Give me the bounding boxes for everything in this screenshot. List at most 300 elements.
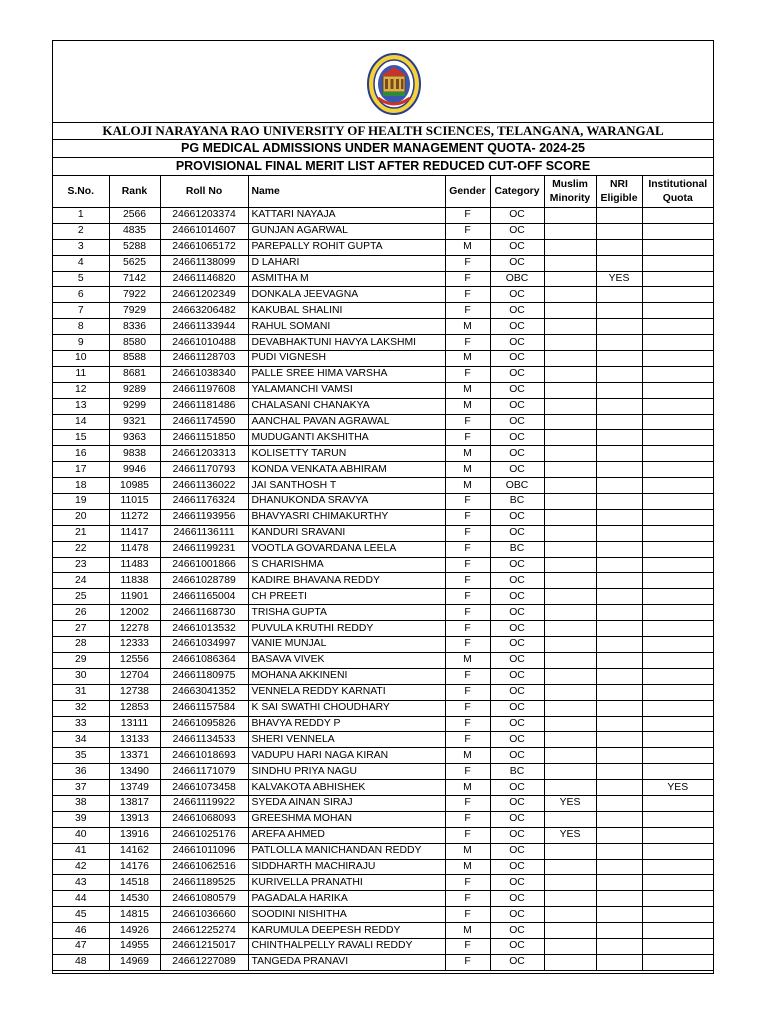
- cell-gender: F: [445, 875, 490, 891]
- cell-nri-eligible: [596, 509, 642, 525]
- cell-roll-no: 24661133944: [160, 319, 248, 335]
- cell-rank: 13111: [109, 716, 160, 732]
- cell-rank: 14815: [109, 907, 160, 923]
- cell-rank: 13916: [109, 827, 160, 843]
- cell-gender: F: [445, 525, 490, 541]
- cell-muslim-minority: [544, 557, 596, 573]
- cell-muslim-minority: [544, 875, 596, 891]
- cell-institutional-quota: [642, 382, 713, 398]
- cell-roll-no: 24661215017: [160, 938, 248, 954]
- cell-category: OC: [490, 652, 544, 668]
- cell-nri-eligible: [596, 366, 642, 382]
- cell-roll-no: 24661202349: [160, 287, 248, 303]
- cell-nri-eligible: [596, 668, 642, 684]
- cell-rank: 10985: [109, 478, 160, 494]
- col-inst-line1: Institutional: [648, 178, 708, 190]
- cell-rank: 12002: [109, 605, 160, 621]
- cell-sno: 16: [53, 446, 109, 462]
- cell-roll-no: 24661010488: [160, 335, 248, 351]
- cell-sno: 44: [53, 891, 109, 907]
- cell-rank: 2566: [109, 208, 160, 224]
- cell-category: OC: [490, 287, 544, 303]
- cell-sno: 32: [53, 700, 109, 716]
- cell-rank: 11015: [109, 494, 160, 510]
- cell-rank: 9946: [109, 462, 160, 478]
- cell-institutional-quota: [642, 335, 713, 351]
- cell-gender: M: [445, 351, 490, 367]
- cell-roll-no: 24661174590: [160, 414, 248, 430]
- table-row: [53, 303, 713, 319]
- cell-institutional-quota: YES: [642, 780, 713, 796]
- cell-roll-no: 24661157584: [160, 700, 248, 716]
- cell-gender: M: [445, 319, 490, 335]
- cell-sno: 1: [53, 208, 109, 224]
- cell-roll-no: 24661136022: [160, 478, 248, 494]
- cell-roll-no: 24661001866: [160, 557, 248, 573]
- cell-muslim-minority: [544, 271, 596, 287]
- cell-name: KANDURI SRAVANI: [248, 525, 445, 541]
- cell-gender: F: [445, 573, 490, 589]
- cell-nri-eligible: [596, 938, 642, 954]
- cell-category: OC: [490, 398, 544, 414]
- cell-roll-no: 24661062516: [160, 859, 248, 875]
- cell-gender: F: [445, 541, 490, 557]
- cell-roll-no: 24661036660: [160, 907, 248, 923]
- cell-rank: 13490: [109, 764, 160, 780]
- cell-rank: 12556: [109, 652, 160, 668]
- merit-table-body: [53, 208, 713, 971]
- cell-institutional-quota: [642, 319, 713, 335]
- cell-rank: 8681: [109, 366, 160, 382]
- cell-roll-no: 24661136111: [160, 525, 248, 541]
- cell-muslim-minority: [544, 351, 596, 367]
- table-row: [53, 923, 713, 939]
- table-row: [53, 255, 713, 271]
- cell-nri-eligible: [596, 494, 642, 510]
- cell-name: GUNJAN AGARWAL: [248, 223, 445, 239]
- cell-institutional-quota: [642, 430, 713, 446]
- col-sno: S.No.: [53, 176, 109, 208]
- cell-category: OC: [490, 509, 544, 525]
- cell-institutional-quota: [642, 748, 713, 764]
- cell-roll-no: 24661227089: [160, 954, 248, 970]
- cell-institutional-quota: [642, 509, 713, 525]
- cell-muslim-minority: [544, 938, 596, 954]
- cell-rank: 9838: [109, 446, 160, 462]
- cell-roll-no: 24663206482: [160, 303, 248, 319]
- cell-gender: F: [445, 668, 490, 684]
- table-header-row: [53, 176, 713, 208]
- col-institutional-quota: [642, 176, 713, 208]
- cell-category: OC: [490, 255, 544, 271]
- cell-muslim-minority: [544, 684, 596, 700]
- cell-category: OC: [490, 319, 544, 335]
- cell-muslim-minority: YES: [544, 827, 596, 843]
- cell-nri-eligible: [596, 764, 642, 780]
- cell-name: DHANUKONDA SRAVYA: [248, 494, 445, 510]
- cell-roll-no: 24661073458: [160, 780, 248, 796]
- table-row: [53, 811, 713, 827]
- cell-gender: F: [445, 811, 490, 827]
- table-row: [53, 621, 713, 637]
- cell-category: OC: [490, 335, 544, 351]
- cell-institutional-quota: [642, 271, 713, 287]
- cell-gender: F: [445, 700, 490, 716]
- cell-sno: 39: [53, 811, 109, 827]
- cell-institutional-quota: [642, 446, 713, 462]
- cell-name: VENNELA REDDY KARNATI: [248, 684, 445, 700]
- cell-nri-eligible: [596, 780, 642, 796]
- cell-sno: 27: [53, 621, 109, 637]
- cell-institutional-quota: [642, 811, 713, 827]
- cell-nri-eligible: [596, 239, 642, 255]
- cell-roll-no: 24661199231: [160, 541, 248, 557]
- cell-nri-eligible: [596, 954, 642, 970]
- cell-nri-eligible: [596, 319, 642, 335]
- cell-sno: 28: [53, 637, 109, 653]
- cell-nri-eligible: [596, 351, 642, 367]
- cell-gender: F: [445, 589, 490, 605]
- table-row: [53, 652, 713, 668]
- cell-sno: 24: [53, 573, 109, 589]
- cell-nri-eligible: [596, 716, 642, 732]
- cell-name: TRISHA GUPTA: [248, 605, 445, 621]
- cell-name: KALVAKOTA ABHISHEK: [248, 780, 445, 796]
- cell-name: PAREPALLY ROHIT GUPTA: [248, 239, 445, 255]
- cell-category: OC: [490, 716, 544, 732]
- cell-category: BC: [490, 541, 544, 557]
- cell-nri-eligible: [596, 621, 642, 637]
- cell-muslim-minority: [544, 700, 596, 716]
- cell-institutional-quota: [642, 795, 713, 811]
- cell-name: TANGEDA PRANAVI: [248, 954, 445, 970]
- cell-roll-no: 24661018693: [160, 748, 248, 764]
- cell-category: OC: [490, 827, 544, 843]
- cell-gender: F: [445, 509, 490, 525]
- cell-category: OC: [490, 223, 544, 239]
- cell-nri-eligible: [596, 557, 642, 573]
- cell-gender: F: [445, 795, 490, 811]
- table-row: [53, 684, 713, 700]
- cell-muslim-minority: [544, 255, 596, 271]
- cell-category: OC: [490, 208, 544, 224]
- cell-gender: F: [445, 208, 490, 224]
- cell-roll-no: 24661165004: [160, 589, 248, 605]
- cell-roll-no: 24663041352: [160, 684, 248, 700]
- cell-roll-no: 24661146820: [160, 271, 248, 287]
- cell-institutional-quota: [642, 764, 713, 780]
- cell-rank: 14518: [109, 875, 160, 891]
- cell-rank: 9289: [109, 382, 160, 398]
- cell-institutional-quota: [642, 875, 713, 891]
- cell-name: MUDUGANTI AKSHITHA: [248, 430, 445, 446]
- cell-sno: 12: [53, 382, 109, 398]
- cell-rank: 13749: [109, 780, 160, 796]
- cell-nri-eligible: [596, 907, 642, 923]
- cell-name: AANCHAL PAVAN AGRAWAL: [248, 414, 445, 430]
- cell-institutional-quota: [642, 525, 713, 541]
- cell-muslim-minority: [544, 208, 596, 224]
- cell-name: CHINTHALPELLY RAVALI REDDY: [248, 938, 445, 954]
- admissions-title: PG MEDICAL ADMISSIONS UNDER MANAGEMENT QUOTA- 2024-25: [53, 139, 713, 157]
- cell-rank: 14926: [109, 923, 160, 939]
- cell-name: S CHARISHMA: [248, 557, 445, 573]
- cell-name: SINDHU PRIYA NAGU: [248, 764, 445, 780]
- cell-muslim-minority: YES: [544, 795, 596, 811]
- cell-rank: 14969: [109, 954, 160, 970]
- table-row: [53, 366, 713, 382]
- table-row: [53, 398, 713, 414]
- cell-sno: 43: [53, 875, 109, 891]
- table-row: [53, 446, 713, 462]
- cell-rank: 14176: [109, 859, 160, 875]
- cell-nri-eligible: [596, 430, 642, 446]
- cell-muslim-minority: [544, 811, 596, 827]
- cell-category: OC: [490, 605, 544, 621]
- cell-nri-eligible: [596, 446, 642, 462]
- cell-institutional-quota: [642, 859, 713, 875]
- cell-rank: 12704: [109, 668, 160, 684]
- cell-institutional-quota: [642, 891, 713, 907]
- cell-institutional-quota: [642, 462, 713, 478]
- cell-nri-eligible: [596, 652, 642, 668]
- cell-sno: 31: [53, 684, 109, 700]
- cell-muslim-minority: [544, 223, 596, 239]
- cell-category: OC: [490, 303, 544, 319]
- cell-category: OC: [490, 859, 544, 875]
- cell-muslim-minority: [544, 652, 596, 668]
- cell-nri-eligible: [596, 891, 642, 907]
- table-row: [53, 780, 713, 796]
- table-row: [53, 430, 713, 446]
- table-row: [53, 541, 713, 557]
- cell-nri-eligible: [596, 923, 642, 939]
- cell-name: CH PREETI: [248, 589, 445, 605]
- cell-nri-eligible: [596, 605, 642, 621]
- cell-nri-eligible: [596, 398, 642, 414]
- cell-roll-no: 24661080579: [160, 891, 248, 907]
- table-row: [53, 509, 713, 525]
- cell-nri-eligible: [596, 811, 642, 827]
- cell-gender: F: [445, 907, 490, 923]
- cell-nri-eligible: [596, 732, 642, 748]
- cell-muslim-minority: [544, 668, 596, 684]
- cell-nri-eligible: [596, 335, 642, 351]
- cell-institutional-quota: [642, 239, 713, 255]
- cell-name: CHALASANI CHANAKYA: [248, 398, 445, 414]
- table-row: [53, 351, 713, 367]
- cell-roll-no: 24661181486: [160, 398, 248, 414]
- cell-roll-no: 24661038340: [160, 366, 248, 382]
- table-row: [53, 668, 713, 684]
- cell-name: PAGADALA HARIKA: [248, 891, 445, 907]
- table-row: [53, 589, 713, 605]
- cell-name: KAKUBAL SHALINI: [248, 303, 445, 319]
- merit-list-sheet: [52, 40, 714, 974]
- cell-rank: 8580: [109, 335, 160, 351]
- cell-gender: F: [445, 621, 490, 637]
- cell-category: OC: [490, 891, 544, 907]
- cell-roll-no: 24661013532: [160, 621, 248, 637]
- table-row: [53, 557, 713, 573]
- cell-muslim-minority: [544, 303, 596, 319]
- cell-category: OC: [490, 430, 544, 446]
- cell-rank: 14530: [109, 891, 160, 907]
- cell-gender: F: [445, 255, 490, 271]
- cell-sno: 42: [53, 859, 109, 875]
- cell-institutional-quota: [642, 223, 713, 239]
- cell-nri-eligible: [596, 795, 642, 811]
- cell-sno: 7: [53, 303, 109, 319]
- table-row: [53, 954, 713, 970]
- col-nri-line2: Eligible: [600, 192, 638, 204]
- cell-rank: 5625: [109, 255, 160, 271]
- cell-gender: F: [445, 303, 490, 319]
- table-row: [53, 239, 713, 255]
- cell-institutional-quota: [642, 366, 713, 382]
- cell-category: OC: [490, 462, 544, 478]
- cell-category: OC: [490, 684, 544, 700]
- cell-gender: M: [445, 462, 490, 478]
- university-title: KALOJI NARAYANA RAO UNIVERSITY OF HEALTH SCIENCES, TELANGANA, WARANGAL: [53, 122, 713, 139]
- cell-muslim-minority: [544, 398, 596, 414]
- cell-gender: F: [445, 716, 490, 732]
- cell-sno: 25: [53, 589, 109, 605]
- cell-roll-no: 24661028789: [160, 573, 248, 589]
- table-row: [53, 795, 713, 811]
- table-row: [53, 859, 713, 875]
- cell-gender: M: [445, 652, 490, 668]
- cell-name: VANIE MUNJAL: [248, 637, 445, 653]
- cell-sno: 19: [53, 494, 109, 510]
- cell-institutional-quota: [642, 716, 713, 732]
- col-name: Name: [248, 176, 445, 208]
- cell-category: OC: [490, 589, 544, 605]
- cell-roll-no: 24661151850: [160, 430, 248, 446]
- cell-sno: 26: [53, 605, 109, 621]
- cell-muslim-minority: [544, 319, 596, 335]
- cell-nri-eligible: [596, 255, 642, 271]
- col-nri-line1: NRI: [610, 178, 628, 190]
- cell-rank: 11478: [109, 541, 160, 557]
- table-row: [53, 827, 713, 843]
- cell-name: KONDA VENKATA ABHIRAM: [248, 462, 445, 478]
- cell-name: PUDI VIGNESH: [248, 351, 445, 367]
- cell-rank: 11417: [109, 525, 160, 541]
- cell-name: DEVABHAKTUNI HAVYA LAKSHMI: [248, 335, 445, 351]
- cell-muslim-minority: [544, 907, 596, 923]
- col-muslim-line1: Muslim: [552, 178, 588, 190]
- cell-sno: 23: [53, 557, 109, 573]
- logo-area: [53, 41, 713, 122]
- cell-name: MOHANA AKKINENI: [248, 668, 445, 684]
- cell-muslim-minority: [544, 382, 596, 398]
- cell-nri-eligible: [596, 478, 642, 494]
- table-row: [53, 382, 713, 398]
- cell-nri-eligible: [596, 748, 642, 764]
- cell-nri-eligible: [596, 573, 642, 589]
- cell-sno: 20: [53, 509, 109, 525]
- cell-name: GREESHMA MOHAN: [248, 811, 445, 827]
- cell-institutional-quota: [642, 351, 713, 367]
- cell-sno: 17: [53, 462, 109, 478]
- cell-rank: 8588: [109, 351, 160, 367]
- cell-category: BC: [490, 764, 544, 780]
- cell-muslim-minority: [544, 446, 596, 462]
- cell-sno: 29: [53, 652, 109, 668]
- cell-name: PATLOLLA MANICHANDAN REDDY: [248, 843, 445, 859]
- cell-nri-eligible: [596, 589, 642, 605]
- cell-gender: M: [445, 478, 490, 494]
- cell-muslim-minority: [544, 637, 596, 653]
- list-title: PROVISIONAL FINAL MERIT LIST AFTER REDUCED CUT-OFF SCORE: [53, 157, 713, 175]
- cell-category: OC: [490, 525, 544, 541]
- table-row: [53, 271, 713, 287]
- cell-category: OC: [490, 907, 544, 923]
- cell-category: OC: [490, 938, 544, 954]
- cell-name: RAHUL SOMANI: [248, 319, 445, 335]
- cell-sno: 5: [53, 271, 109, 287]
- col-nri-eligible: [596, 176, 642, 208]
- cell-gender: F: [445, 891, 490, 907]
- cell-roll-no: 24661180975: [160, 668, 248, 684]
- cell-institutional-quota: [642, 907, 713, 923]
- cell-category: OC: [490, 573, 544, 589]
- table-row: [53, 287, 713, 303]
- cell-institutional-quota: [642, 494, 713, 510]
- cell-institutional-quota: [642, 621, 713, 637]
- cell-category: OC: [490, 954, 544, 970]
- cell-nri-eligible: [596, 875, 642, 891]
- cell-gender: M: [445, 843, 490, 859]
- cell-muslim-minority: [544, 716, 596, 732]
- cell-category: OC: [490, 366, 544, 382]
- cell-category: OC: [490, 748, 544, 764]
- cell-roll-no: 24661203313: [160, 446, 248, 462]
- table-row: [53, 223, 713, 239]
- cell-sno: 38: [53, 795, 109, 811]
- cell-gender: F: [445, 605, 490, 621]
- cell-name: BHAVYASRI CHIMAKURTHY: [248, 509, 445, 525]
- col-muslim-minority: [544, 176, 596, 208]
- cell-category: OC: [490, 414, 544, 430]
- cell-roll-no: 24661193956: [160, 509, 248, 525]
- cell-rank: 9363: [109, 430, 160, 446]
- cell-nri-eligible: [596, 287, 642, 303]
- cell-category: OC: [490, 637, 544, 653]
- cell-muslim-minority: [544, 541, 596, 557]
- table-row: [53, 605, 713, 621]
- cell-muslim-minority: [544, 366, 596, 382]
- cell-rank: 4835: [109, 223, 160, 239]
- cell-sno: 22: [53, 541, 109, 557]
- cell-roll-no: 24661225274: [160, 923, 248, 939]
- cell-nri-eligible: [596, 208, 642, 224]
- cell-nri-eligible: [596, 637, 642, 653]
- table-row: [53, 748, 713, 764]
- table-row: [53, 335, 713, 351]
- cell-muslim-minority: [544, 923, 596, 939]
- cell-category: OC: [490, 811, 544, 827]
- cell-nri-eligible: YES: [596, 271, 642, 287]
- cell-gender: F: [445, 938, 490, 954]
- cell-gender: F: [445, 223, 490, 239]
- table-row: [53, 764, 713, 780]
- cell-category: OC: [490, 351, 544, 367]
- cell-muslim-minority: [544, 525, 596, 541]
- cell-sno: 33: [53, 716, 109, 732]
- cell-roll-no: 24661086364: [160, 652, 248, 668]
